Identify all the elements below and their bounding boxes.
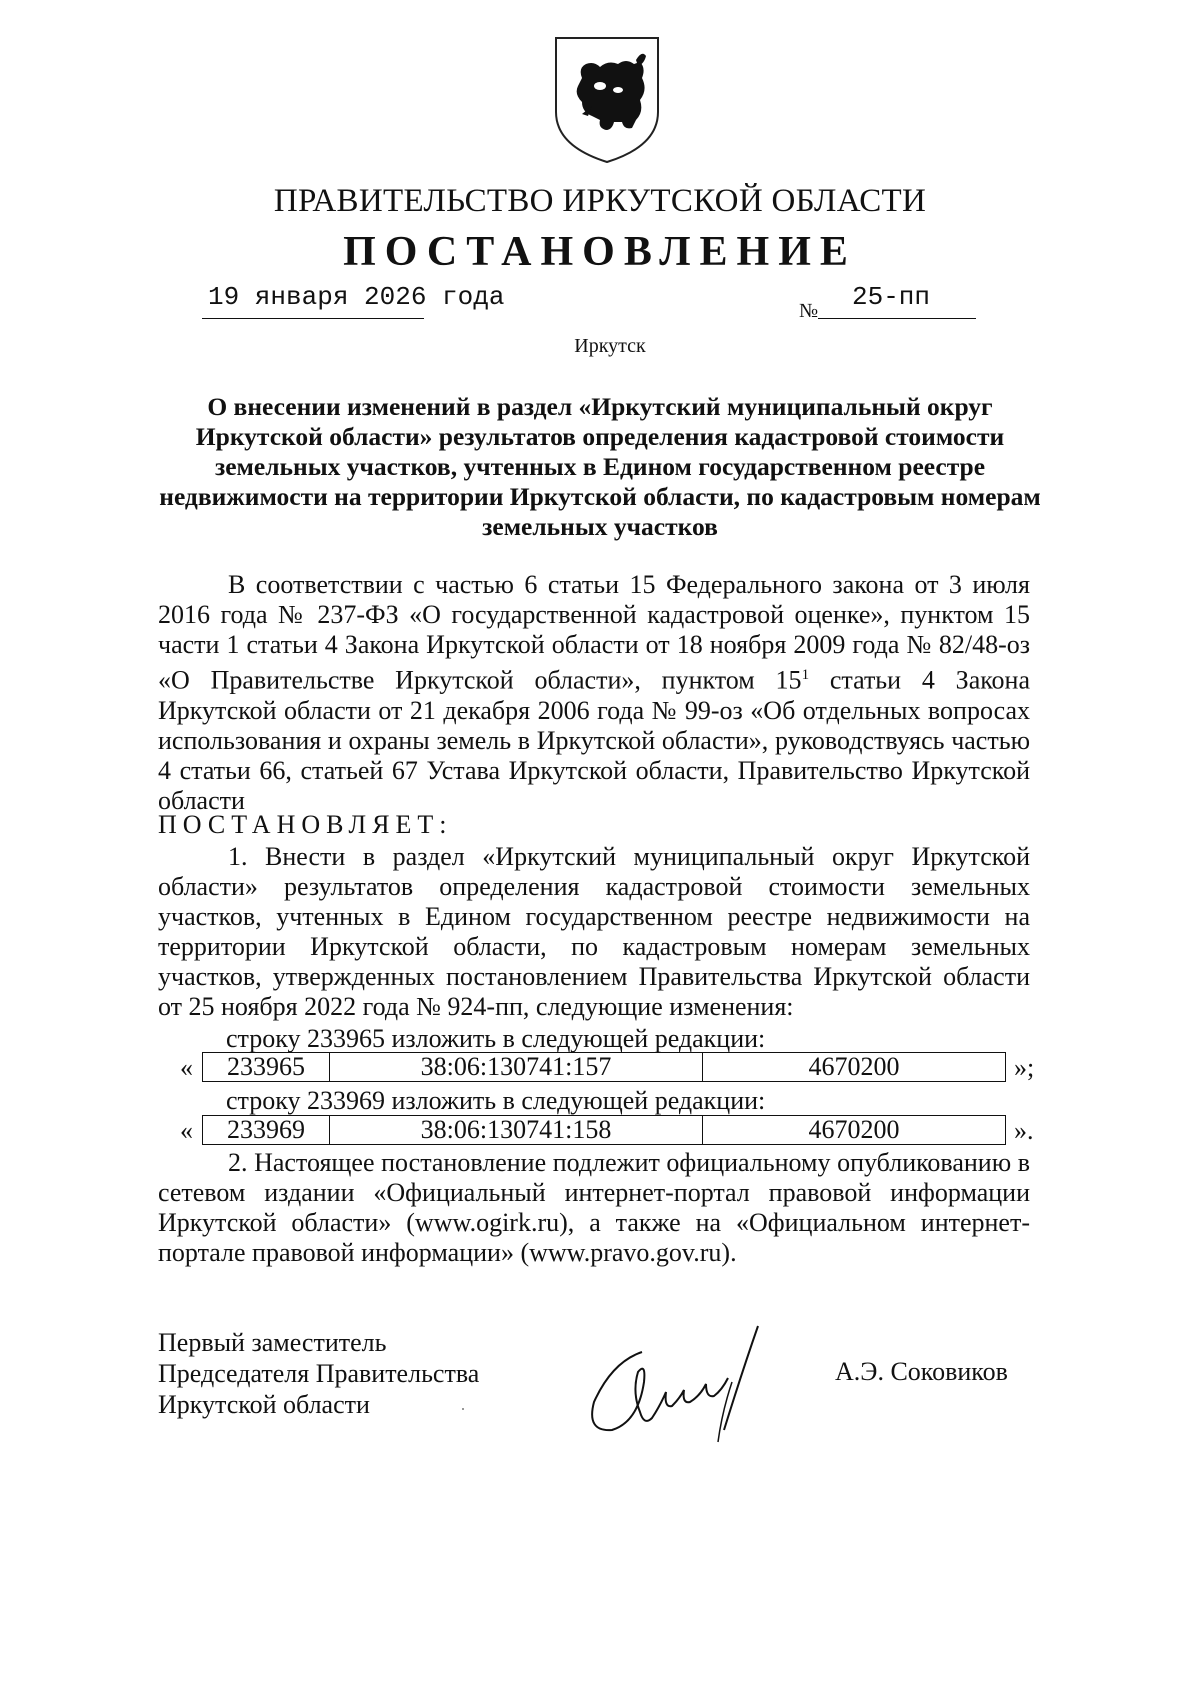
cadastral-number-cell: 38:06:130741:157 bbox=[330, 1053, 703, 1082]
signatory-name: А.Э. Соковиков bbox=[835, 1357, 1008, 1386]
signatory-position bbox=[158, 1327, 479, 1420]
position-line-2: Председателя Правительства bbox=[158, 1359, 480, 1388]
decides-heading: ПОСТАНОВЛЯЕТ: bbox=[158, 810, 453, 839]
row-number-cell: 233965 bbox=[203, 1053, 330, 1082]
number-underline bbox=[818, 318, 976, 319]
amendment-2-row bbox=[202, 1115, 1006, 1145]
coat-of-arms-emblem bbox=[552, 34, 662, 166]
preamble-text-2: статьи 4 Закона Иркутской области от 21 декабря 2006 года № 99-оз «Об отдельных вопросах использования и охраны земель в Иркутской области», руководствуясь частью 4 статьи 66, статьей 67 Устава Иркутской области, Правительство Иркутской области bbox=[158, 665, 1030, 815]
amendment-1-close-quote: »; bbox=[1014, 1053, 1035, 1082]
document-number: 25-пп bbox=[852, 282, 931, 312]
position-line-3: Иркутской области bbox=[158, 1390, 370, 1419]
amendment-1-caption: строку 233965 изложить в следующей редакции: bbox=[226, 1024, 766, 1053]
preamble-text-1: В соответствии с частью 6 статьи 15 Федерального закона от 3 июля 2016 года № 237-ФЗ «О государственной кадастровой оценке», пунктом 15 части 1 статьи 4 Закона Иркутской области от 18 ноября 2009 года № 82/48-оз «О Правительстве Иркутской области», пунктом 15 bbox=[158, 570, 1030, 695]
date-underline bbox=[202, 318, 424, 319]
cadastral-number-cell: 38:06:130741:158 bbox=[330, 1116, 703, 1145]
item-1-paragraph bbox=[158, 842, 1030, 1022]
document-type: ПОСТАНОВЛЕНИЕ bbox=[343, 229, 857, 275]
government-name: ПРАВИТЕЛЬСТВО ИРКУТСКОЙ ОБЛАСТИ bbox=[273, 183, 927, 219]
superscript-1: 1 bbox=[801, 667, 810, 683]
cadastral-value-cell: 4670200 bbox=[703, 1116, 1006, 1145]
document-date: 19 января 2026 года bbox=[208, 282, 505, 312]
cadastral-value-cell: 4670200 bbox=[703, 1053, 1006, 1082]
amendment-2-caption: строку 233969 изложить в следующей редакции: bbox=[226, 1086, 766, 1115]
number-sign: № bbox=[799, 300, 819, 322]
position-line-1: Первый заместитель bbox=[158, 1328, 387, 1357]
item-2-text: 2. Настоящее постановление подлежит официальному опубликованию в сетевом издании «Официальный интернет-портал правовой информации Иркутской области» (www.ogirk.ru), а также на «Официальном интернет-портале правовой информации» (www.pravo.gov.ru). bbox=[158, 1148, 1030, 1267]
row-number-cell: 233969 bbox=[203, 1116, 330, 1145]
preamble-paragraph bbox=[158, 570, 1030, 816]
item-1-text: 1. Внести в раздел «Иркутский муниципальный округ Иркутской области» результатов определения кадастровой стоимости земельных участков, учтенных в Едином государственном реестре недвижимости на территории Иркутской области, по кадастровым номерам земельных участков, утвержденных постановлением Правительства Иркутской области от 25 ноября 2022 года № 924-пп, следующие изменения: bbox=[158, 842, 1030, 1021]
amendment-2-close-quote: ». bbox=[1014, 1116, 1034, 1145]
scan-speck bbox=[462, 1408, 464, 1410]
item-2-paragraph bbox=[158, 1148, 1030, 1268]
amendment-1-row bbox=[202, 1052, 1006, 1082]
handwritten-signature bbox=[582, 1322, 792, 1457]
amendment-2-open-quote: « bbox=[180, 1116, 193, 1145]
amendment-1-open-quote: « bbox=[180, 1053, 193, 1082]
document-title: О внесении изменений в раздел «Иркутский муниципальный округ Иркутской области» результатов определения кадастровой стоимости земельных участков, учтенных в Едином государственном реестре недвижимости на территории Иркутской области, по кадастровым номерам земельных участков bbox=[159, 392, 1041, 541]
city: Иркутск bbox=[574, 335, 646, 357]
